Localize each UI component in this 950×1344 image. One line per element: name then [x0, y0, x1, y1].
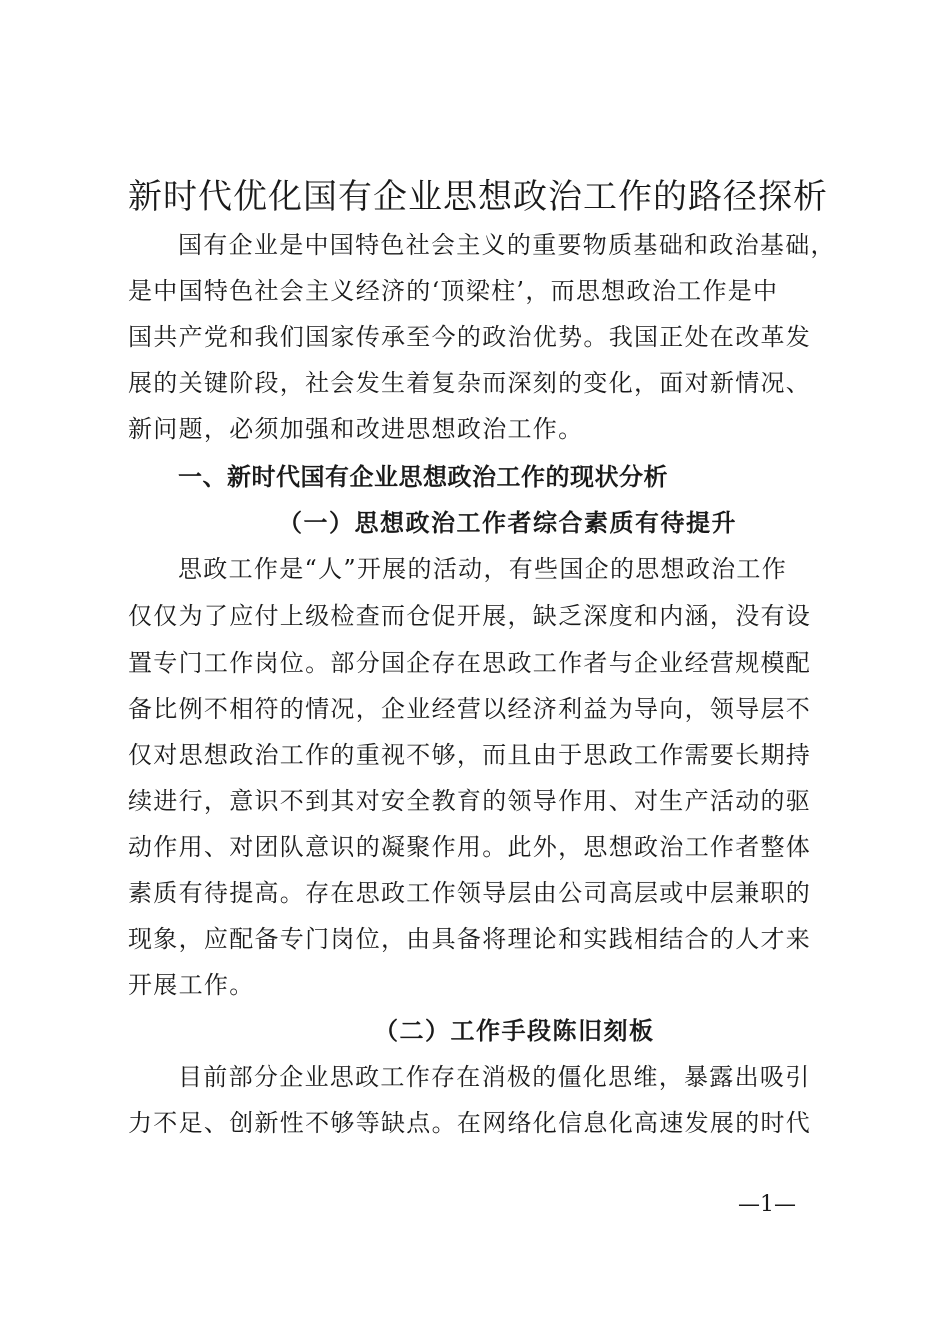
- paragraph-line: 现象，应配备专门岗位，由具备将理论和实践相结合的人才来: [128, 925, 812, 953]
- paragraph-line: 国有企业是中国特色社会主义的重要物质基础和政治基础，: [178, 231, 836, 259]
- document-title: 新时代优化国有企业思想政治工作的路径探析: [128, 177, 828, 217]
- page-number: —1—: [738, 1192, 796, 1217]
- paragraph-line: 备比例不相符的情况，企业经营以经济利益为导向，领导层不: [128, 695, 812, 723]
- paragraph-line: 动作用、对团队意识的凝聚作用。此外，思想政治工作者整体: [128, 833, 812, 861]
- paragraph-line: 仅对思想政治工作的重视不够，而且由于思政工作需要长期持: [128, 741, 812, 769]
- paragraph-line: 国共产党和我们国家传承至今的政治优势。我国正处在改革发: [128, 323, 812, 351]
- paragraph-line: 新问题，必须加强和改进思想政治工作。: [128, 415, 584, 443]
- paragraph-line: 展的关键阶段，社会发生着复杂而深刻的变化，面对新情况、: [128, 369, 812, 397]
- subsection-heading: （二）工作手段陈旧刻板: [374, 1016, 655, 1045]
- paragraph-line: 思政工作是“人”开展的活动，有些国企的思想政治工作: [178, 555, 788, 583]
- subsection-heading: （一）思想政治工作者综合素质有待提升: [278, 508, 737, 537]
- paragraph-line: 力不足、创新性不够等缺点。在网络化信息化高速发展的时代: [128, 1109, 812, 1137]
- section-heading: 一、新时代国有企业思想政治工作的现状分析: [178, 463, 668, 491]
- paragraph-line: 素质有待提高。存在思政工作领导层由公司高层或中层兼职的: [128, 879, 812, 907]
- paragraph-line: 续进行，意识不到其对安全教育的领导作用、对生产活动的驱: [128, 787, 812, 815]
- paragraph-line: 是中国特色社会主义经济的‘顶梁柱’，而思想政治工作是中: [128, 277, 779, 305]
- paragraph-line: 仅仅为了应付上级检查而仓促开展，缺乏深度和内涵，没有设: [128, 602, 812, 630]
- paragraph-line: 置专门工作岗位。部分国企存在思政工作者与企业经营规模配: [128, 649, 812, 677]
- paragraph-line: 开展工作。: [128, 971, 255, 999]
- paragraph-line: 目前部分企业思政工作存在消极的僵化思维，暴露出吸引: [178, 1063, 811, 1091]
